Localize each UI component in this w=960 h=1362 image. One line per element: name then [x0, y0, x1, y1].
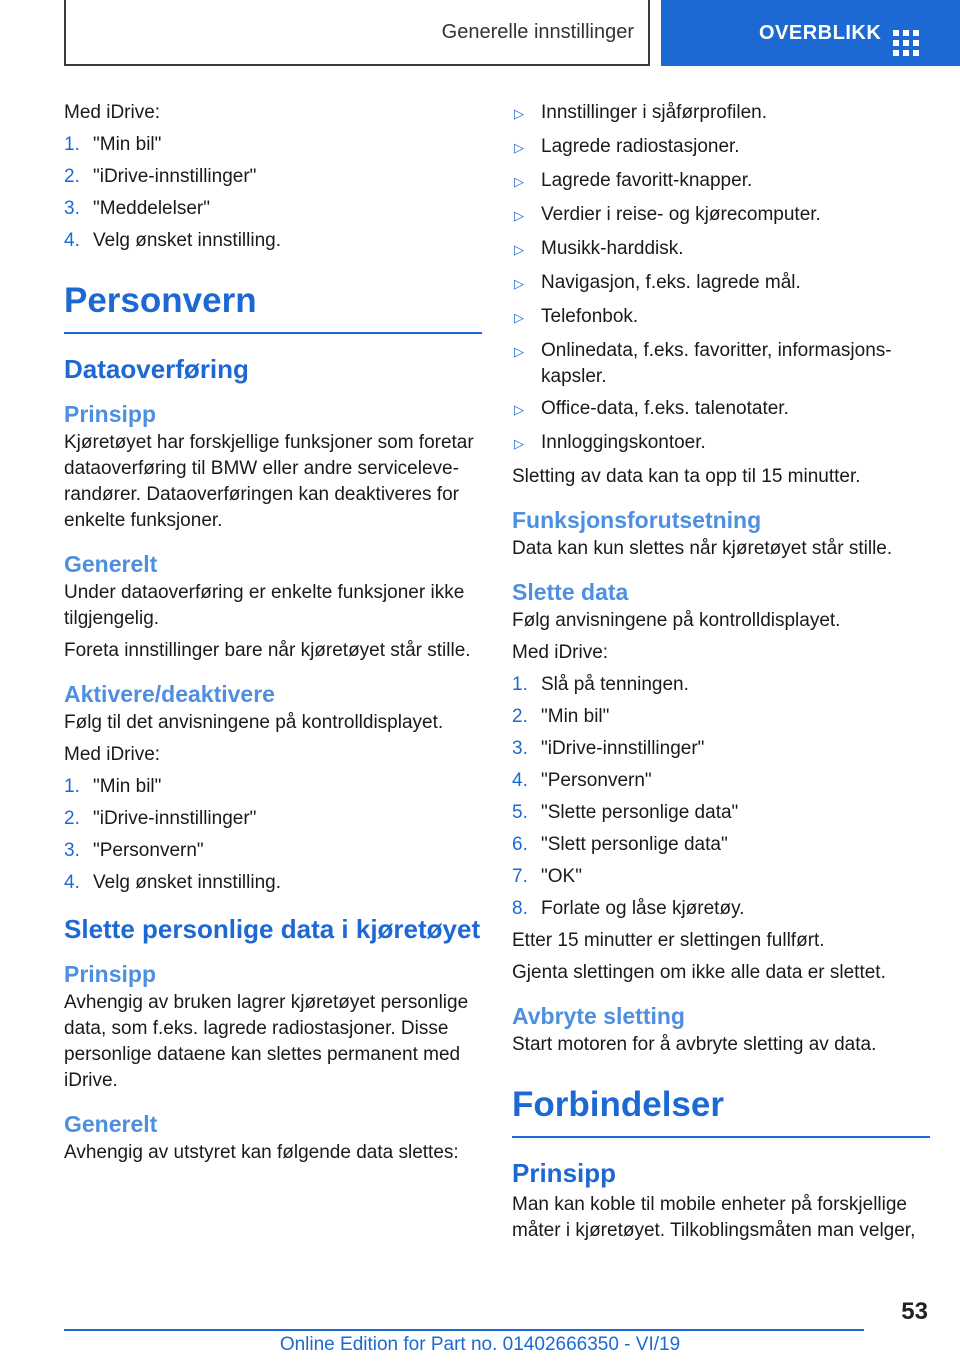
step-text: "Slett personlige data" — [541, 834, 728, 855]
step-number: 1. — [512, 674, 528, 695]
step-number: 4. — [512, 770, 528, 791]
step-text: "Min bil" — [93, 776, 162, 797]
triangle-bullet-icon: ▷ — [514, 242, 524, 257]
heading-prinsipp: Prinsipp — [512, 1158, 617, 1188]
paragraph: Gjenta slettingen om ikke alle data er slettet. — [512, 962, 886, 983]
heading-aktivere: Aktivere/deaktivere — [64, 681, 275, 707]
step-text: "Slette personlige data" — [541, 802, 739, 823]
step-text: "iDrive-innstillinger" — [93, 166, 257, 187]
list-item — [64, 196, 482, 222]
heading-forbindelser: Forbindelser — [512, 1084, 930, 1138]
heading-avbryte-sletting: Avbryte sletting — [512, 1003, 685, 1029]
step-text: Slå på tenningen. — [541, 674, 689, 695]
paragraph: Foreta innstillinger bare når kjøretøyet står stille. — [64, 640, 471, 661]
step-text: "Meddelelser" — [93, 198, 210, 219]
step-text: "iDrive-innstillinger" — [541, 738, 705, 759]
step-number: 1. — [64, 134, 80, 155]
step-number: 5. — [512, 802, 528, 823]
triangle-bullet-icon: ▷ — [514, 402, 524, 417]
step-text: "Min bil" — [93, 134, 162, 155]
bullet-text: Telefonbok. — [541, 306, 639, 327]
list-item — [512, 864, 930, 890]
triangle-bullet-icon: ▷ — [514, 310, 524, 325]
bullet-text: Navigasjon, f.eks. lagrede mål. — [541, 272, 801, 293]
overview-button[interactable] — [661, 0, 960, 66]
list-item — [512, 672, 930, 698]
triangle-bullet-icon: ▷ — [514, 344, 524, 359]
section-title — [64, 0, 650, 66]
steps-list-3 — [512, 672, 930, 922]
heading-personvern: Personvern — [64, 280, 482, 334]
list-item — [512, 430, 930, 458]
list-item — [512, 800, 930, 826]
bullet-text: Onlinedata, f.eks. favoritter, informasjonskapsler. — [541, 340, 892, 387]
paragraph: Data kan kun slettes når kjøretøyet står stille. — [512, 538, 893, 559]
paragraph: Følg anvisningene på kontrolldisplayet. — [512, 610, 841, 631]
bullet-text: Lagrede favoritt-knapper. — [541, 170, 753, 191]
page-header — [0, 0, 960, 66]
step-text: "Personvern" — [93, 840, 204, 861]
paragraph: Start motoren for å avbryte sletting av data. — [512, 1034, 877, 1055]
triangle-bullet-icon: ▷ — [514, 276, 524, 291]
list-item — [64, 870, 482, 896]
list-item — [64, 838, 482, 864]
paragraph: Avhengig av utstyret kan følgende data slettes: — [64, 1142, 459, 1163]
footer-divider — [64, 1329, 864, 1331]
triangle-bullet-icon: ▷ — [514, 140, 524, 155]
step-text: "Personvern" — [541, 770, 652, 791]
list-item — [512, 168, 930, 196]
list-item — [512, 736, 930, 762]
paragraph: Under dataoverføring er enkelte funksjoner ikke tilgjengelig. — [64, 582, 465, 629]
step-text: Forlate og låse kjøretøy. — [541, 898, 745, 919]
step-text: "iDrive-innstillinger" — [93, 808, 257, 829]
paragraph: Med iDrive: — [64, 744, 161, 765]
step-number: 2. — [512, 706, 528, 727]
list-item — [512, 270, 930, 298]
step-number: 2. — [64, 166, 80, 187]
step-number: 4. — [64, 872, 80, 893]
bullet-text: Musikk-harddisk. — [541, 238, 684, 259]
step-number: 3. — [64, 198, 80, 219]
triangle-bullet-icon: ▷ — [514, 106, 524, 121]
step-number: 1. — [64, 776, 80, 797]
paragraph: Avhengig av bruken lagrer kjøretøyet personlige data, som f.eks. lagrede radiostasjoner. Disse personlige dataene kan slettes permanent med iDrive. — [64, 992, 469, 1091]
triangle-bullet-icon: ▷ — [514, 174, 524, 189]
list-item — [512, 896, 930, 922]
triangle-bullet-icon: ▷ — [514, 436, 524, 451]
page-number: 53 — [901, 1298, 928, 1325]
list-item — [512, 134, 930, 162]
heading-slette-data: Slette data — [512, 579, 629, 605]
paragraph: Med iDrive: — [512, 642, 609, 663]
paragraph: Sletting av data kan ta opp til 15 minutter. — [512, 466, 861, 487]
list-item — [512, 304, 930, 332]
bullet-text: Lagrede radiostasjoner. — [541, 136, 740, 157]
steps-list-2 — [64, 774, 482, 896]
bullet-text: Office-data, f.eks. talenotater. — [541, 398, 789, 419]
heading-funksjonsforutsetning: Funksjonsforutsetning — [512, 507, 762, 533]
paragraph: Kjøretøyet har forskjellige funksjoner som foretar dataoverføring til BMW eller andre serviceleverandører. Dataoverføringen kan deaktiveres for enkelte funksjoner. — [64, 432, 474, 531]
bullet-text: Innloggingskontoer. — [541, 432, 706, 453]
heading-slette-personlige-data: Slette personlige data i kjøretøyet — [64, 914, 481, 944]
list-item — [64, 774, 482, 800]
step-text: "Min bil" — [541, 706, 610, 727]
step-text: Velg ønsket innstilling. — [93, 872, 281, 893]
heading-prinsipp: Prinsipp — [64, 401, 157, 427]
list-item — [512, 338, 930, 390]
list-item — [512, 202, 930, 230]
step-number: 4. — [64, 230, 80, 251]
list-item — [512, 100, 930, 128]
list-item — [64, 132, 482, 158]
step-number: 3. — [512, 738, 528, 759]
list-item — [512, 236, 930, 264]
list-item — [64, 806, 482, 832]
grid-menu-icon — [893, 30, 919, 52]
overview-label: OVERBLIKK — [759, 21, 882, 44]
bullet-text: Verdier i reise- og kjørecomputer. — [541, 204, 821, 225]
deletable-data-list — [512, 100, 930, 458]
triangle-bullet-icon: ▷ — [514, 208, 524, 223]
paragraph: Etter 15 minutter er slettingen fullført. — [512, 930, 825, 951]
paragraph: Med iDrive: — [64, 102, 161, 123]
step-text: Velg ønsket innstilling. — [93, 230, 281, 251]
steps-list-1 — [64, 132, 482, 254]
list-item — [512, 704, 930, 730]
left-column — [64, 100, 482, 1172]
list-item — [512, 396, 930, 424]
heading-prinsipp: Prinsipp — [64, 961, 157, 987]
list-item — [64, 228, 482, 254]
paragraph: Man kan koble til mobile enheter på forskjellige måter i kjøretøyet. Tilkoblingsmåten man velger, — [512, 1194, 916, 1241]
bullet-text: Innstillinger i sjåførprofilen. — [541, 102, 767, 123]
step-number: 8. — [512, 898, 528, 919]
list-item — [512, 832, 930, 858]
paragraph: Følg til det anvisningene på kontrolldisplayet. — [64, 712, 444, 733]
heading-generelt: Generelt — [64, 551, 158, 577]
step-number: 6. — [512, 834, 528, 855]
step-text: "OK" — [541, 866, 582, 887]
step-number: 3. — [64, 840, 80, 861]
edition-note: Online Edition for Part no. 01402666350 - VI/19 — [279, 1334, 681, 1355]
heading-dataoverforing: Dataoverføring — [64, 354, 249, 384]
list-item — [512, 768, 930, 794]
heading-generelt: Generelt — [64, 1111, 158, 1137]
section-title-text: Generelle innstillinger — [441, 20, 634, 43]
list-item — [64, 164, 482, 190]
right-column — [512, 100, 930, 1250]
step-number: 2. — [64, 808, 80, 829]
step-number: 7. — [512, 866, 528, 887]
